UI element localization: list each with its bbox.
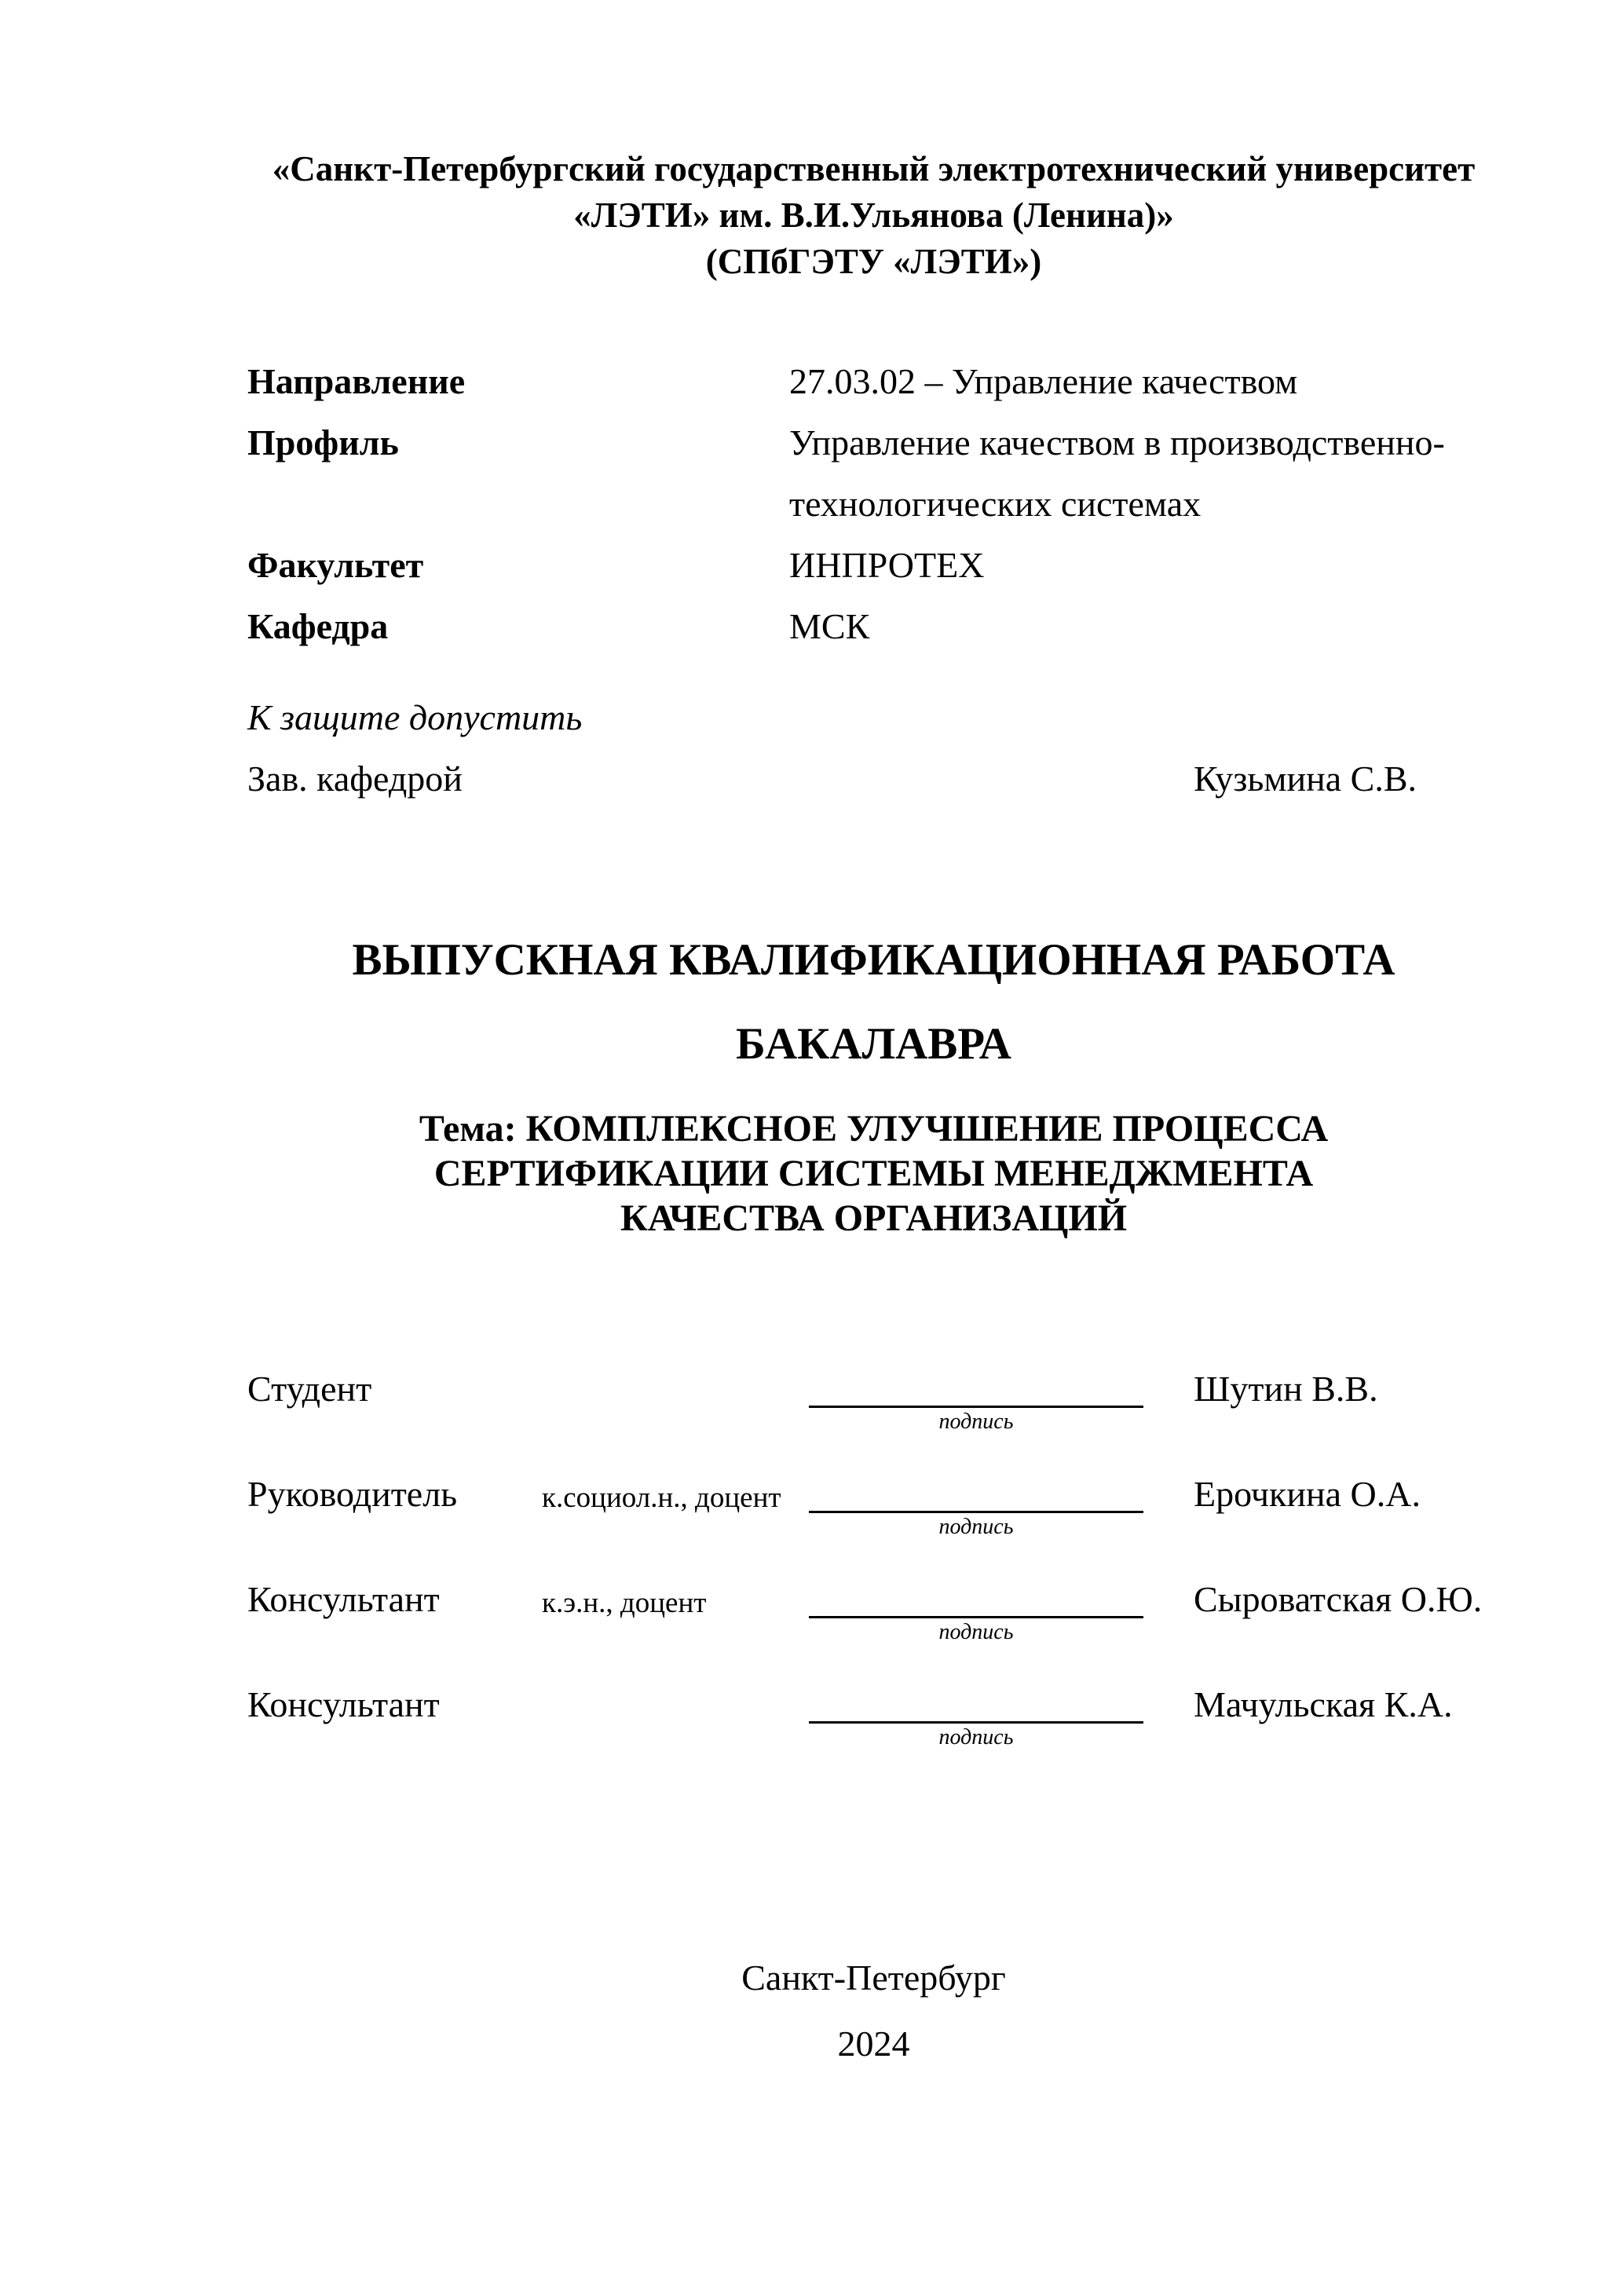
thesis-theme-line-1: Тема: КОМПЛЕКСНОЕ УЛУЧШЕНИЕ ПРОЦЕССА	[419, 1108, 1329, 1150]
thesis-title-line-1: ВЫПУСКНАЯ КВАЛИФИКАЦИОННАЯ РАБОТА	[352, 935, 1395, 985]
head-of-department-name: Кузьмина С.В.	[1194, 759, 1417, 799]
signature-caption: подпись	[938, 1620, 1014, 1644]
signature-name: Шутин В.В.	[1194, 1369, 1378, 1409]
signature-name: Ерочкина О.А.	[1194, 1474, 1421, 1514]
thesis-title-block	[247, 918, 1500, 1241]
thesis-title-line-2: БАКАЛАВРА	[736, 1019, 1011, 1069]
admission-row	[247, 748, 1500, 810]
faculty-label: Факультет	[247, 545, 424, 585]
university-header	[247, 0, 1500, 285]
signature-row-supervisor	[247, 1462, 1500, 1541]
footer-year: 2024	[837, 2024, 910, 2064]
signature-line	[809, 1673, 1143, 1724]
signature-row-consultant-2	[247, 1673, 1500, 1752]
signature-zone	[809, 1462, 1143, 1541]
department-label: Кафедра	[247, 606, 389, 646]
signature-zone	[809, 1673, 1143, 1752]
university-abbreviation: (СПбГЭТУ «ЛЭТИ»)	[705, 242, 1042, 281]
university-name-line-1: «Санкт-Петербургский государственный электротехнический университет	[272, 149, 1476, 188]
signature-qualification: к.социол.н., доцент	[542, 1482, 781, 1514]
signature-row-consultant-1	[247, 1567, 1500, 1647]
direction-value: 27.03.02 – Управление качеством	[789, 361, 1298, 401]
profile-label: Профиль	[247, 422, 399, 462]
programme-info	[247, 351, 1500, 657]
thesis-theme-line-2: СЕРТИФИКАЦИИ СИСТЕМЫ МЕНЕДЖМЕНТА	[433, 1153, 1314, 1194]
signature-row-student	[247, 1357, 1500, 1436]
head-of-department-label: Зав. кафедрой	[247, 759, 463, 799]
signature-role: Студент	[247, 1369, 372, 1409]
signature-section	[247, 1357, 1500, 1752]
signature-name: Сыроватская О.Ю.	[1194, 1579, 1483, 1619]
signature-name: Мачульская К.А.	[1194, 1684, 1453, 1724]
signature-line	[809, 1462, 1143, 1513]
signature-role: Консультант	[247, 1684, 440, 1724]
signature-caption: подпись	[938, 1409, 1014, 1434]
signature-qualification	[542, 1673, 809, 1691]
direction-label: Направление	[247, 361, 466, 401]
profile-value: Управление качеством в производственно-технологических системах	[789, 422, 1445, 524]
signature-zone	[809, 1357, 1143, 1436]
signature-line	[809, 1567, 1143, 1618]
signature-caption: подпись	[938, 1515, 1014, 1539]
signature-caption: подпись	[938, 1725, 1014, 1749]
signature-qualification	[542, 1357, 809, 1376]
signature-line	[809, 1357, 1143, 1408]
department-value: МСК	[789, 606, 870, 646]
signature-role: Руководитель	[247, 1474, 458, 1514]
admission-note: К защите допустить	[247, 697, 583, 737]
signature-role: Консультант	[247, 1579, 440, 1619]
admission-block	[247, 687, 1500, 810]
thesis-theme	[247, 1106, 1500, 1241]
thesis-theme-line-3: КАЧЕСТВА ОРГАНИЗАЦИЙ	[620, 1197, 1128, 1239]
footer	[247, 1945, 1500, 2077]
university-name-line-2: «ЛЭТИ» им. В.И.Ульянова (Ленина)»	[573, 196, 1174, 235]
footer-city: Санкт-Петербург	[741, 1958, 1006, 1998]
signature-qualification: к.э.н., доцент	[542, 1587, 707, 1619]
faculty-value: ИНПРОТЕХ	[789, 545, 985, 585]
signature-zone	[809, 1567, 1143, 1647]
